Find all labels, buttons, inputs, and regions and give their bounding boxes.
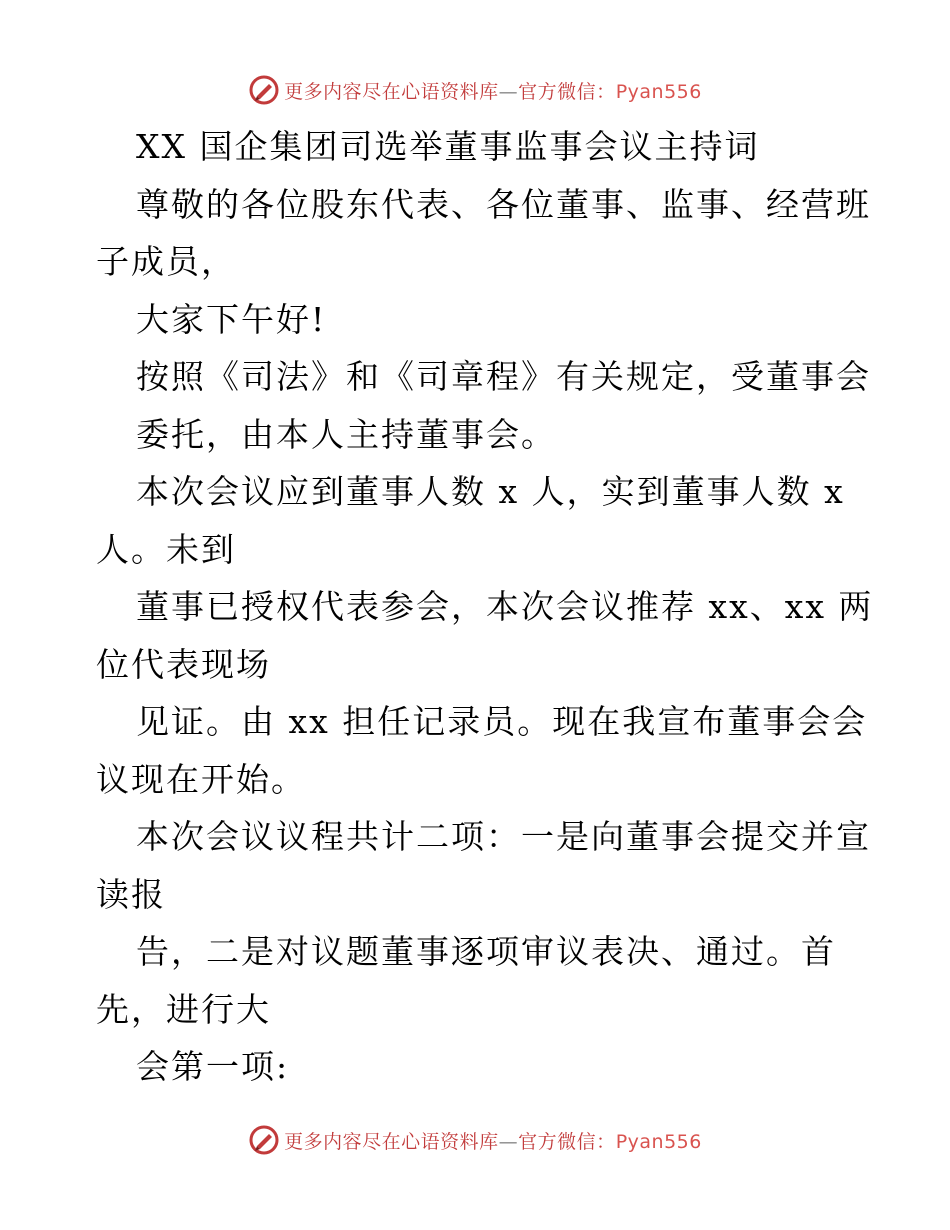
text-line: 尊敬的各位股东代表、各位董事、监事、经营班 — [136, 184, 871, 224]
text-line: 见证。由 xx 担任记录员。现在我宣布董事会会 — [136, 702, 868, 741]
pen-logo-icon — [248, 1124, 280, 1156]
text-line: 子成员， — [96, 242, 236, 281]
text-line: 读报 — [96, 874, 166, 914]
text-line: 位代表现场 — [96, 644, 271, 684]
text-line: 本次会议应到董事人数 x 人，实到董事人数 x — [136, 472, 845, 511]
text-line: 大家下午好! — [136, 299, 327, 339]
footer-banner — [0, 1120, 950, 1160]
text-line: 本次会议议程共计二项：一是向董事会提交并宣 — [136, 817, 871, 856]
text-line: 董事已授权代表参会，本次会议推荐 xx、xx 两 — [136, 587, 874, 626]
pen-logo-icon — [248, 74, 280, 106]
text-line: 会第一项: — [136, 1047, 290, 1086]
document-body — [96, 118, 874, 1096]
text-line: 按照《司法》和《司章程》有关规定，受董事会 — [136, 357, 871, 396]
text-line: 人。未到 — [96, 529, 236, 569]
header-banner — [0, 70, 950, 110]
banner-text: 更多内容尽在心语资料库—官方微信：Pyan556 — [284, 80, 702, 103]
banner-text: 更多内容尽在心语资料库—官方微信：Pyan556 — [284, 1130, 702, 1153]
text-line: 委托，由本人主持董事会。 — [136, 414, 556, 454]
text-line: 告，二是对议题董事逐项审议表决、通过。首 — [136, 932, 836, 971]
text-line: 议现在开始。 — [96, 759, 306, 799]
document-title: XX 国企集团司选举董事监事会议主持词 — [136, 127, 760, 166]
text-line: 先，进行大 — [96, 989, 271, 1029]
